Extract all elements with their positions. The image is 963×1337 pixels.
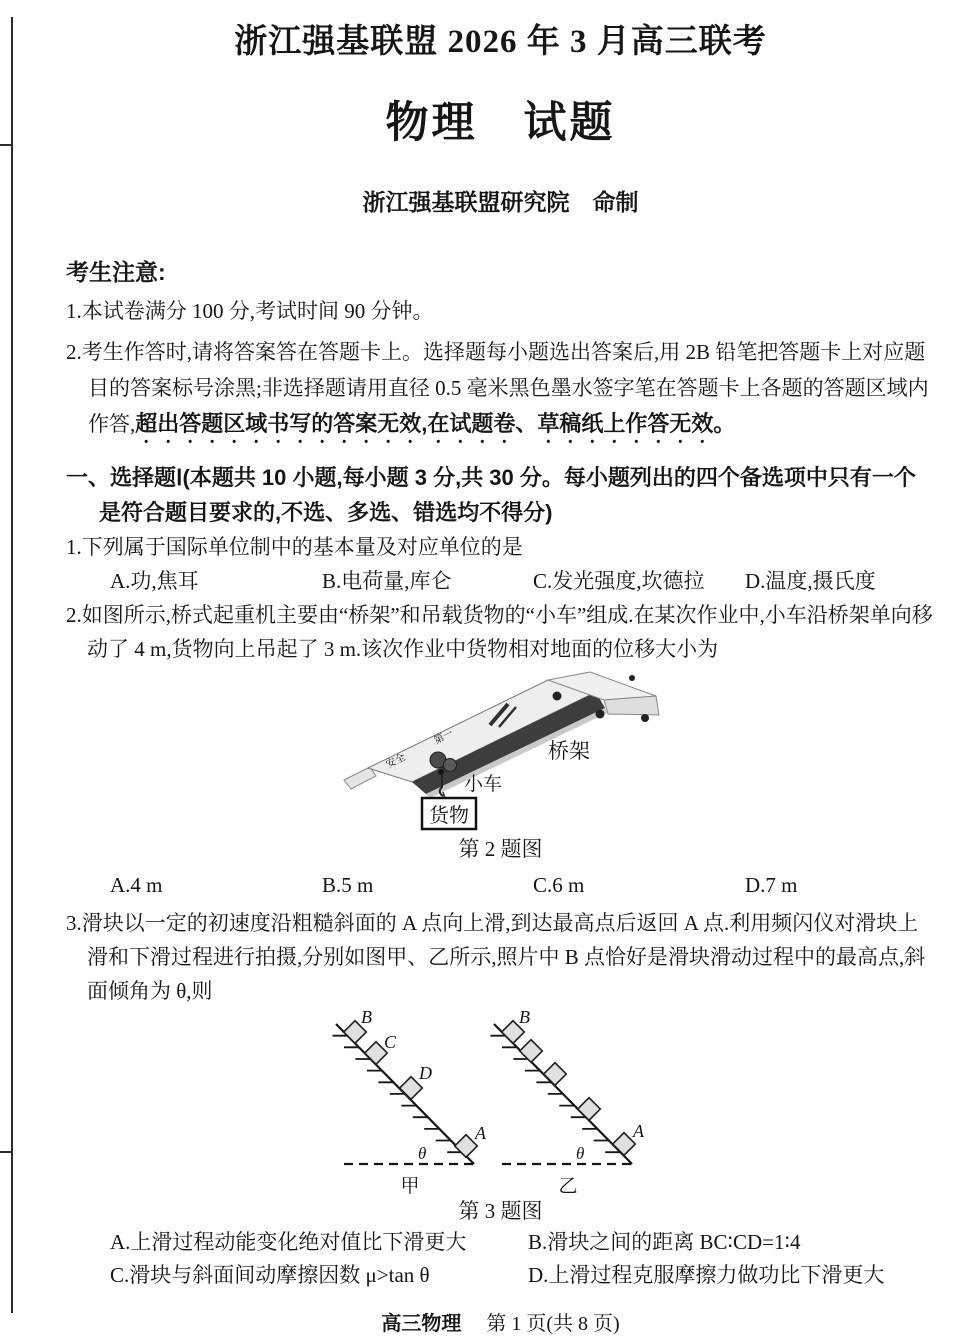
option-3-b: B.滑块之间的距离 BC∶CD=1∶4 <box>528 1230 801 1254</box>
incline-figure-svg <box>328 1006 664 1196</box>
incline-left-name: 甲 <box>400 1176 420 1196</box>
notice-section <box>66 256 935 448</box>
question-2-figure <box>66 668 935 834</box>
question-3-text: 3.滑块以一定的初速度沿粗糙斜面的 A 点向上滑,到达最高点后返回 A 点.利用频闪仪对滑块上滑和下滑过程进行拍摄,分别如图甲、乙所示,照片中 B 点恰好是滑块滑动过程中的最高点,斜面倾角为 θ,则 <box>66 911 926 1003</box>
carriage-wheel-1 <box>553 692 562 701</box>
carriage-wheel-3 <box>641 714 649 722</box>
carriage-detail <box>629 675 635 681</box>
page-content <box>66 0 935 1337</box>
question-1-text: 1.下列属于国际单位制中的基本量及对应单位的是 <box>66 535 523 559</box>
notice-heading: 考生注意: <box>66 259 166 285</box>
question-2-figure-caption: 第 2 题图 <box>458 837 543 861</box>
question-2-options <box>110 868 935 902</box>
subject-title: 物理 试题 <box>385 100 616 147</box>
point-label-left-C: C <box>384 1032 397 1052</box>
question-3-options <box>110 1226 935 1292</box>
trolley-label: 小车 <box>464 774 503 795</box>
crane-figure-svg <box>342 668 662 834</box>
question-2-text: 2.如图所示,桥式起重机主要由“桥架”和吊载货物的“小车”组成.在某次作业中,小车沿桥架单向移动了 4 m,货物向上吊起了 3 m.该次作业中货物相对地面的位移大小为 <box>66 603 933 661</box>
option-2-a: A.4 m <box>110 873 163 897</box>
notice-item-2-emphasis: 超出答题区域书写的答案无效,在试题卷、草稿纸上作答无效。 <box>135 411 736 436</box>
page-binding-tick-bottom <box>0 1151 13 1153</box>
option-2-c: C.6 m <box>533 873 585 897</box>
incline-right-name: 乙 <box>558 1176 578 1196</box>
theta-label-right: θ <box>576 1144 585 1163</box>
question-3-figure-caption: 第 3 题图 <box>458 1199 543 1223</box>
crane-left-arm <box>344 767 376 789</box>
block-left-A <box>455 1135 478 1158</box>
page-footer <box>66 1310 935 1337</box>
carriage-wheel-2 <box>596 710 605 719</box>
option-1-b: B.电荷量,库仑 <box>322 569 452 593</box>
option-2-d: D.7 m <box>745 873 798 897</box>
option-1-c: C.发光强度,坎德拉 <box>533 569 705 593</box>
question-1-options <box>110 564 935 598</box>
crane-beam-marking-2: 第一 <box>432 728 456 747</box>
option-1-d: D.温度,摄氏度 <box>745 569 876 593</box>
footer-subject: 高三物理 <box>381 1313 462 1335</box>
theta-label-left: θ <box>418 1144 427 1163</box>
point-label-right-A: A <box>633 1121 644 1141</box>
incline-right-hatching <box>491 1036 621 1153</box>
notice-item-2-text: 2.考生作答时,请将答案答在答题卡上。选择题每小题选出答案后,用 2B 铅笔把答题卡上对应题目的答案标号涂黑;非选择题请用直径 0.5 毫米黑色墨水签字笔在答题卡上各题的答题区域内作答, <box>66 340 929 436</box>
page-binding-line <box>11 17 13 1313</box>
point-label-left-B: B <box>361 1007 372 1027</box>
incline-right-surface <box>494 1024 632 1164</box>
point-label-left-D: D <box>419 1063 432 1083</box>
incline-right-group <box>491 1007 646 1196</box>
option-1-a: A.功,焦耳 <box>110 569 199 593</box>
option-3-c: C.滑块与斜面间动摩擦因数 μ>tan θ <box>110 1263 430 1287</box>
notice-item-2 <box>66 334 935 448</box>
trolley-pulley-2 <box>444 759 457 772</box>
page-binding-tick-top <box>0 144 13 146</box>
footer-page-number: 第 1 页(共 8 页) <box>486 1313 620 1335</box>
incline-left-hatching <box>333 1036 463 1153</box>
section1-heading: 一、选择题Ⅰ(本题共 10 小题,每小题 3 分,共 30 分。每小题列出的四个备选项中只有一个是符合题目要求的,不选、多选、错选均不得分) <box>66 465 916 525</box>
issuer-line: 浙江强基联盟研究院 命制 <box>362 190 639 215</box>
point-label-right-B: B <box>519 1007 530 1027</box>
exam-title: 浙江强基联盟 2026 年 3 月高三联考 <box>234 24 767 60</box>
option-2-b: B.5 m <box>322 873 374 897</box>
option-3-a: A.上滑过程动能变化绝对值比下滑更大 <box>110 1230 467 1254</box>
incline-left-group <box>333 1007 488 1196</box>
bridge-label: 桥架 <box>548 739 590 763</box>
option-3-d: D.上滑过程克服摩擦力做功比下滑更大 <box>528 1263 885 1287</box>
cargo-label: 货物 <box>429 805 469 827</box>
point-label-left-A: A <box>475 1123 486 1143</box>
crane-beam-marking-1: 安全 <box>384 752 408 771</box>
question-3-figure <box>66 1006 935 1196</box>
notice-item-1: 1.本试卷满分 100 分,考试时间 90 分钟。 <box>66 299 434 323</box>
